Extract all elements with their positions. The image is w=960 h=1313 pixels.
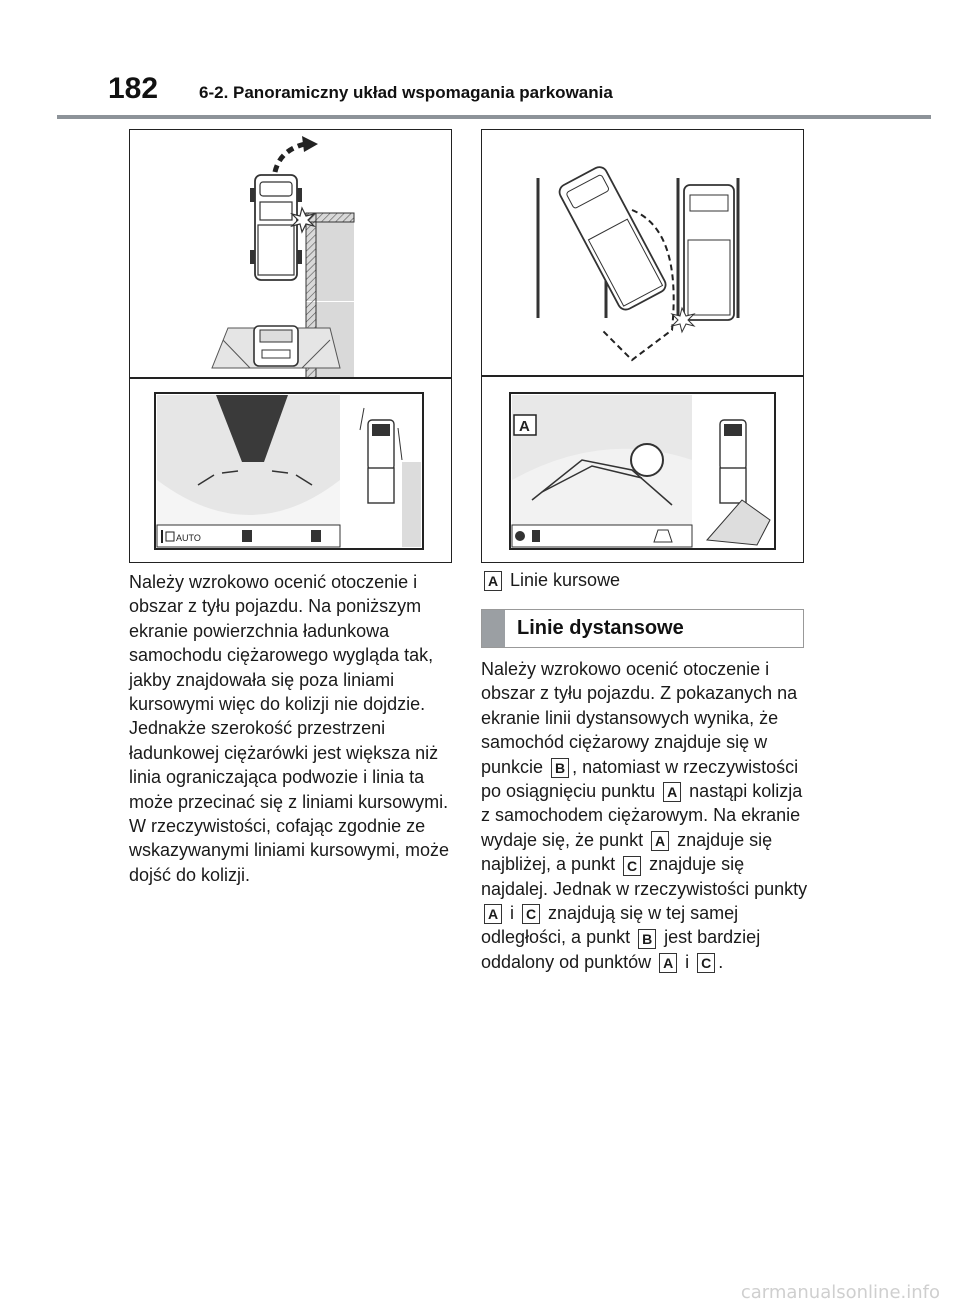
legend-item-a	[481, 570, 620, 591]
figure-distance-lines	[481, 129, 804, 563]
watermark: carmanualsonline.info	[740, 1282, 940, 1303]
auto-label: AUTO	[176, 533, 201, 543]
figure-left-illustration	[130, 130, 451, 562]
arrow-head-icon	[302, 136, 318, 152]
header-rule	[57, 115, 931, 119]
reversing-truck-icon	[557, 164, 669, 312]
text-segment: nastąpi kolizja z samochodem ciężarowym. Na ekranie wydaje się, że punkt	[481, 781, 803, 850]
figure-right-illustration	[482, 130, 803, 562]
text-segment: Należy wzrokowo ocenić otoczenie i obszar z tyłu pojazdu. Z pokazanych na ekranie linii dystansowych wynika, że samochód ciężarowy znajduje się w punkcie	[481, 659, 798, 777]
badge-a: A	[484, 571, 502, 591]
text-segment: , natomiast w rzeczywistości po osiągnięciu punktu	[481, 756, 799, 802]
turn-arrow-path	[275, 144, 305, 172]
badge-a: A	[484, 904, 502, 924]
tire-icon	[631, 444, 663, 476]
section-heading	[481, 609, 804, 648]
truck-icon	[250, 175, 302, 280]
car-rear-icon	[254, 326, 298, 366]
badge-c: C	[623, 856, 641, 876]
badge-a: A	[663, 782, 681, 802]
legend-text: Linie kursowe	[510, 570, 621, 590]
car-top-icon	[368, 420, 394, 503]
page-number: 182	[108, 72, 159, 105]
badge-c: C	[522, 904, 540, 924]
person-icon	[532, 530, 540, 542]
settings-icon	[515, 531, 525, 541]
badge-c: C	[697, 953, 715, 973]
text-segment: znajdują się w tej samej odległości, a punkt	[481, 903, 739, 948]
text-segment: znajduje się najdalej. Jednak w rzeczywistości punkty	[481, 854, 808, 899]
text-segment: i	[685, 951, 690, 972]
badge-b: B	[638, 929, 656, 949]
text-segment: jest bardziej oddalony od punktów	[481, 927, 761, 972]
parked-truck-icon	[684, 185, 734, 320]
text-segment: znajduje się najbliżej, a punkt	[481, 829, 773, 875]
badge-a: A	[651, 831, 669, 851]
camera-icon	[242, 530, 252, 542]
text-segment: i	[510, 903, 515, 924]
label-a: A	[519, 418, 530, 435]
view-icon	[311, 530, 321, 542]
heading-bar	[482, 610, 505, 647]
badge-b: B	[551, 758, 569, 778]
top-view-wall	[402, 462, 421, 547]
car-top-icon	[720, 420, 746, 503]
right-paragraph	[481, 657, 811, 974]
badge-a: A	[659, 953, 677, 973]
heading-text: Linie dystansowe	[517, 617, 684, 639]
figure-course-lines-collision	[129, 129, 452, 563]
section-title: 6-2. Panoramiczny układ wspomagania parkowania	[199, 83, 613, 102]
text-segment: .	[718, 951, 724, 972]
left-paragraph: Należy wzrokowo ocenić otoczenie i obszar z tyłu pojazdu. Na poniższym ekranie powierzchnia ładunkowa samochodu ciężarowego wygląda tak, jakby znajdowała się poza liniami kursowymi więc do kolizji nie dojdzie. Jednakże szerokość przestrzeni ładunkowej ciężarówki jest większa niż linia ograniczająca podwozie i linia ta może przecinać się z liniami kursowymi. W rzeczywistości, cofając zgodnie ze wskazywanymi liniami kursowymi, może dojść do kolizji.	[129, 572, 450, 885]
